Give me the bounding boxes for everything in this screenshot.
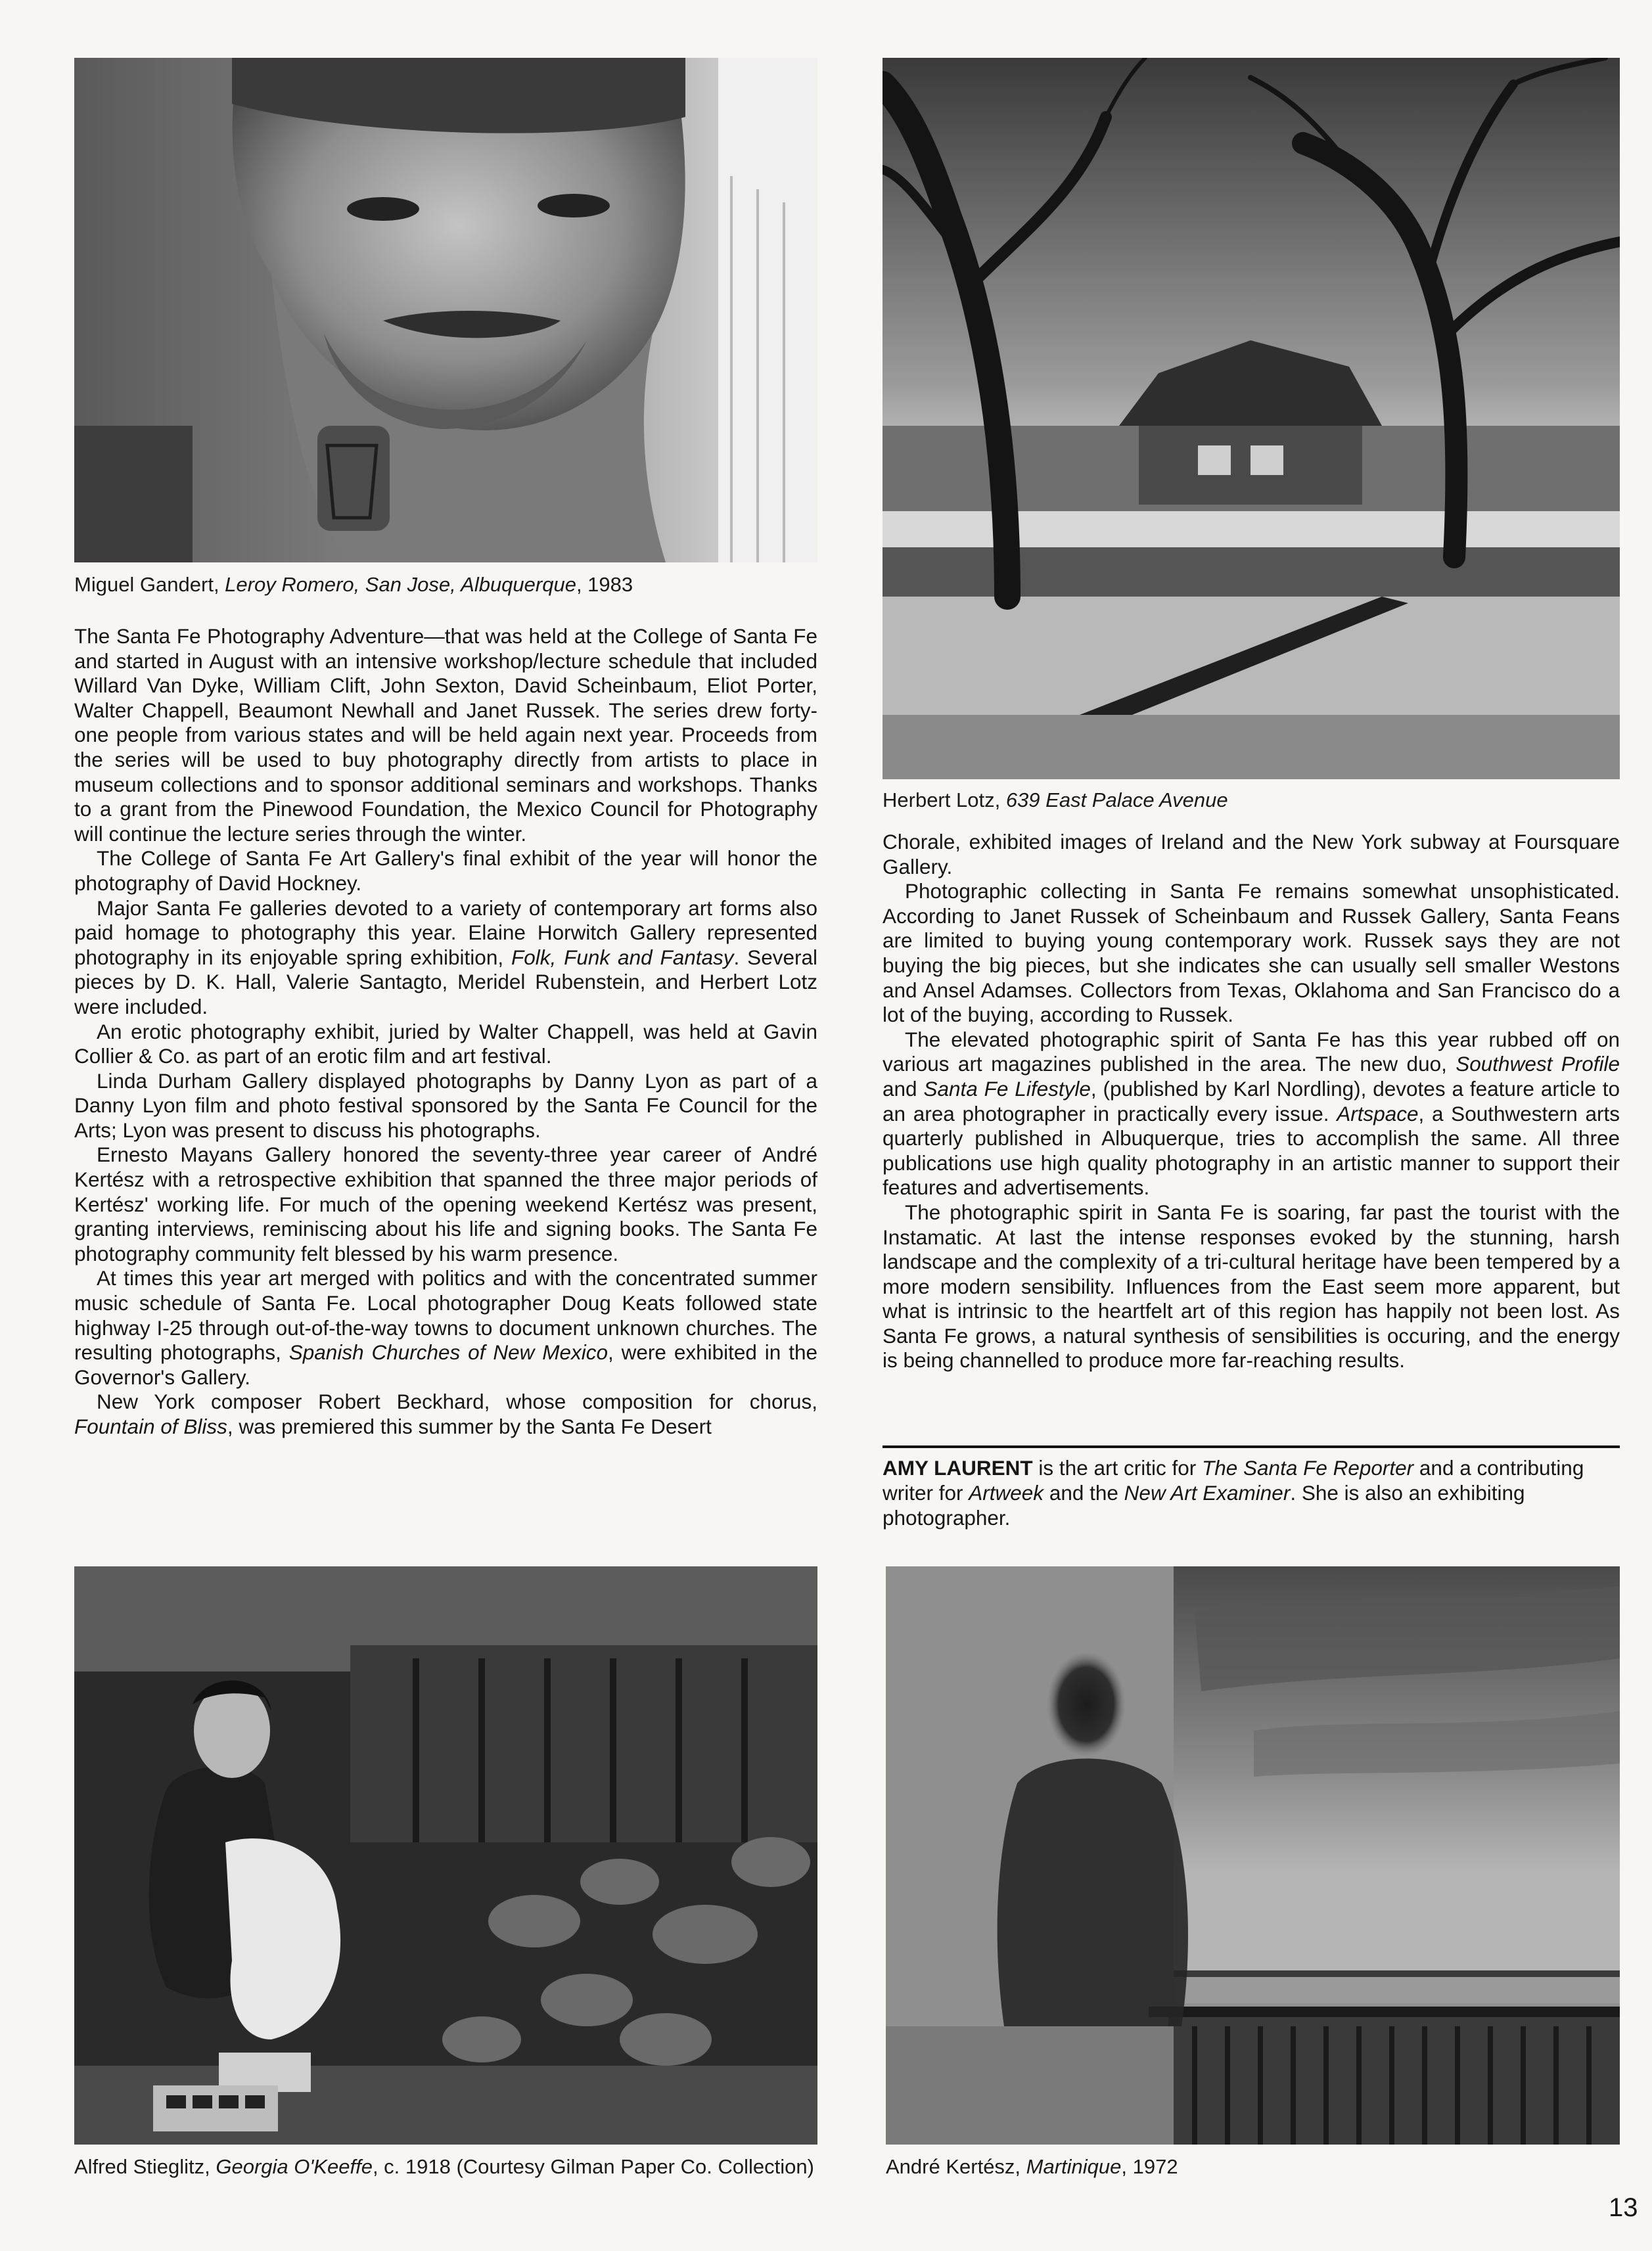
caption-portrait xyxy=(74,572,633,598)
paragraph: An erotic photography exhibit, juried by Walter Chappell, was held at Gavin Collier & Co. as part of an erotic film and art festival. xyxy=(74,1019,817,1068)
paragraph: The elevated photographic spirit of Santa Fe has this year rubbed off on various art magazines published in the area. The new duo, Southwest Profile and Santa Fe Lifestyle, (published by Karl Nordling), devotes a feature article to an area photographer in practically every issue. Artspace, a Southwestern arts quarterly published in Albuquerque, tries to accomplish the same. All three publications use high quality photography in an artistic manner to support their features and advertisements. xyxy=(883,1027,1620,1200)
caption-credit: Miguel Gandert, xyxy=(74,573,225,596)
photo-east-palace-avenue xyxy=(883,58,1620,779)
photo-georgia-okeeffe xyxy=(74,1566,817,2145)
paragraph: The Santa Fe Photography Adventure—that was held at the College of Santa Fe and started in August with an intensive workshop/lecture schedule that included Willard Van Dyke, William Clift, John Sexton, David Scheinbaum, Eliot Porter, Walter Chappell, Beaumont Newhall and Janet Russek. The series drew forty-one people from various states and will be held again next year. Proceeds from the series will be used to buy photography directly from artists to place in museum collections and to sponsor additional seminars and workshops. Thanks to a grant from the Pinewood Foundation, the Mexico Council for Photography will continue the lecture series through the winter. xyxy=(74,624,817,846)
caption-georgia-okeeffe xyxy=(74,2154,814,2180)
caption-east-palace xyxy=(883,787,1228,813)
caption-credit: André Kertész, xyxy=(886,2155,1026,2178)
caption-credit: Herbert Lotz, xyxy=(883,788,1006,811)
article-left-column xyxy=(74,624,817,1440)
paragraph: At times this year art merged with politics and with the concentrated summer music schedule of Santa Fe. Local photographer Doug Keats followed state highway I-25 through out-of-the-way towns to document unknown churches. The resulting photographs, Spanish Churches of New Mexico, were exhibited in the Governor's Gallery. xyxy=(74,1266,817,1389)
paragraph: Major Santa Fe galleries devoted to a variety of contemporary art forms also paid homage to photography this year. Elaine Horwitch Gallery represented photography in its enjoyable spring exhibition, Folk, Funk and Fantasy. Several pieces by D. K. Hall, Valerie Santagto, Meridel Rubenstein, and Herbert Lotz were included. xyxy=(74,896,817,1018)
photo-portrait-leroy-romero xyxy=(74,58,817,562)
caption-title: Leroy Romero, San Jose, Albuquerque xyxy=(225,573,576,596)
paragraph: Photographic collecting in Santa Fe remains somewhat unsophisticated. According to Janet Russek of Scheinbaum and Russek Gallery, Santa Feans are limited to buying young contemporary work. Russek says they are not buying the big pieces, but she indicates she can usually sell smaller Westons and Ansel Adamses. Collectors from Texas, Oklahoma and San Francisco do a lot of the buying, according to Russek. xyxy=(883,879,1620,1027)
paragraph: The photographic spirit in Santa Fe is soaring, far past the tourist with the Instamatic. At last the intense responses evoked by the stunning, harsh landscape and the complexity of a tri-cultural heritage have been tempered by a more modern sensibility. Influences from the East seem more apparent, but what is intrinsic to the heartfelt art of this region has happily not been lost. As Santa Fe grows, a natural synthesis of sensibilities is occuring, and the energy is being channelled to produce more far-reaching results. xyxy=(883,1200,1620,1373)
caption-title: Martinique xyxy=(1026,2155,1122,2178)
paragraph: The College of Santa Fe Art Gallery's final exhibit of the year will honor the photography of David Hockney. xyxy=(74,846,817,895)
paragraph: Chorale, exhibited images of Ireland and the New York subway at Foursquare Gallery. xyxy=(883,830,1620,878)
paragraph: Ernesto Mayans Gallery honored the seventy-three year career of André Kertész with a retrospective exhibition that spanned the three major periods of Kertész' working life. For much of the opening weekend Kertész was present, granting interviews, reminiscing about his life and signing books. The Santa Fe photography community felt blessed by his warm presence. xyxy=(74,1143,817,1265)
bio-divider xyxy=(883,1445,1620,1448)
caption-credit: Alfred Stieglitz, xyxy=(74,2155,216,2178)
caption-date: , 1972 xyxy=(1121,2155,1178,2178)
page-number: 13 xyxy=(1609,2193,1638,2222)
author-name: AMY LAURENT xyxy=(883,1456,1033,1480)
caption-title: 639 East Palace Avenue xyxy=(1005,788,1228,811)
author-bio: AMY LAURENT is the art critic for The Santa Fe Reporter and a contributing writer for Artweek and the New Art Examiner. She is also an exhibiting photographer. xyxy=(883,1456,1584,1530)
caption-date: , 1983 xyxy=(576,573,633,596)
article-right-column xyxy=(883,830,1620,1373)
caption-date: , c. 1918 (Courtesy Gilman Paper Co. Collection) xyxy=(372,2155,814,2178)
paragraph: Linda Durham Gallery displayed photographs by Danny Lyon as part of a Danny Lyon film and photo festival sponsored by the Santa Fe Council for the Arts; Lyon was present to discuss his photographs. xyxy=(74,1068,817,1142)
paragraph: New York composer Robert Beckhard, whose composition for chorus, Fountain of Bliss, was premiered this summer by the Santa Fe Desert xyxy=(74,1390,817,1438)
caption-title: Georgia O'Keeffe xyxy=(216,2155,373,2178)
photo-martinique xyxy=(886,1566,1620,2145)
caption-martinique xyxy=(886,2154,1178,2180)
